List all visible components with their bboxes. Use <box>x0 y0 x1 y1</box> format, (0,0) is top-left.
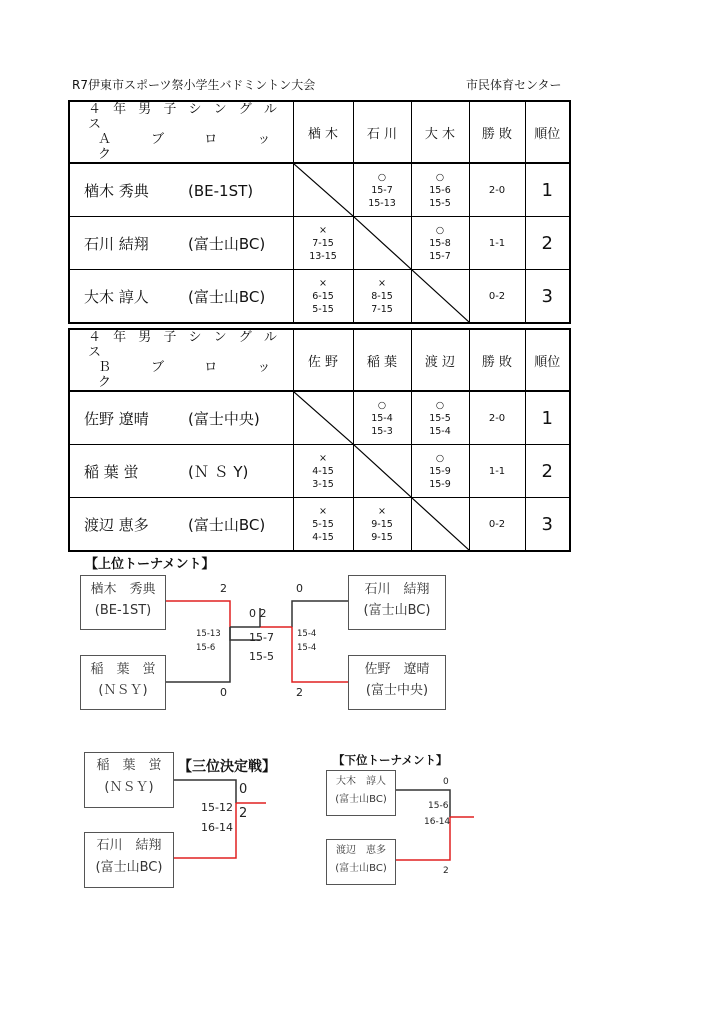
score-cell: ○ 15-5 15-4 <box>411 391 469 445</box>
record: 2-0 <box>469 391 525 445</box>
record-header: 勝 敗 <box>469 101 525 163</box>
player-team: (富士山BC) <box>188 287 266 306</box>
game-score: 15-12 <box>201 801 233 814</box>
score: 0 <box>220 686 227 699</box>
score-cell: × 9-15 9-15 <box>353 498 411 552</box>
score-cell: × 5-15 4-15 <box>293 498 353 552</box>
tournament-title: R7伊東市スポーツ祭小学生バドミントン大会 <box>72 78 316 92</box>
player-team: (BE-1ST) <box>188 181 254 200</box>
game-score: 15-6 <box>428 801 449 811</box>
game-score: 16-14 <box>201 821 233 834</box>
player-team: (富士山BC) <box>188 515 266 534</box>
player-box: 楢木 秀典 (BE-1ST) <box>80 575 166 630</box>
player-box: 稲 葉 蛍 (ＮＳＹ) <box>80 655 166 710</box>
player-team: (富士中央) <box>188 409 260 428</box>
player-name: 稲 葉 蛍 <box>84 462 139 481</box>
score: 0 <box>296 582 303 595</box>
game-score: 15-4 <box>297 643 317 653</box>
player-box: 石川 結翔 (富士山BC) <box>348 575 446 630</box>
score: 0 <box>239 782 248 797</box>
score-cell: ○ 15-7 15-13 <box>353 163 411 217</box>
score: 2 <box>239 806 248 821</box>
game-score: 15-13 <box>196 629 221 639</box>
rank: 1 <box>525 391 570 445</box>
score: 2 <box>296 686 303 699</box>
game-score: 15-6 <box>196 643 216 653</box>
player-team: (Ｎ Ｓ Y) <box>188 462 249 481</box>
col-header: 稲 葉 <box>353 329 411 391</box>
player-box: 佐野 遼晴 (富士中央) <box>348 655 446 710</box>
player-name: 大木 諄人 <box>84 287 149 306</box>
rank: 3 <box>525 270 570 324</box>
block-b-title: ４ 年 男 子 シ ン グ ル ス Ｂ ブ ロ ッ ク <box>69 329 293 391</box>
score-cell: × 4-15 3-15 <box>293 445 353 498</box>
block-a-title: ４ 年 男 子 シ ン グ ル ス Ａ ブ ロ ッ ク <box>69 101 293 163</box>
player-name: 渡辺 恵多 <box>84 515 149 534</box>
player-team: (富士山BC) <box>188 234 266 253</box>
score: 2 <box>220 582 227 595</box>
rank: 1 <box>525 163 570 217</box>
rank: 2 <box>525 217 570 270</box>
player-box: 渡辺 恵多 (富士山BC) <box>326 839 396 885</box>
record: 2-0 <box>469 163 525 217</box>
player-box: 稲 葉 蛍 (ＮＳＹ) <box>84 752 174 808</box>
score-cell: × 8-15 7-15 <box>353 270 411 324</box>
record: 1-1 <box>469 217 525 270</box>
record-header: 勝 敗 <box>469 329 525 391</box>
score-cell: ○ 15-4 15-3 <box>353 391 411 445</box>
final-score: 0 2 <box>249 607 267 620</box>
player-box: 石川 結翔 (富士山BC) <box>84 832 174 888</box>
record: 0-2 <box>469 498 525 552</box>
rank: 2 <box>525 445 570 498</box>
col-header: 楢 木 <box>293 101 353 163</box>
score-cell: ○ 15-9 15-9 <box>411 445 469 498</box>
score-cell: × 6-15 5-15 <box>293 270 353 324</box>
rank-header: 順位 <box>525 329 570 391</box>
player-name: 佐野 遼晴 <box>84 409 149 428</box>
player-name: 石川 結翔 <box>84 234 149 253</box>
third-place-title: 【三位決定戦】 <box>178 759 276 775</box>
score-cell: ○ 15-6 15-5 <box>411 163 469 217</box>
lower-tournament-title: 【下位トーナメント】 <box>333 753 448 767</box>
player-box: 大木 諄人 (富士山BC) <box>326 770 396 816</box>
score-cell: × 7-15 13-15 <box>293 217 353 270</box>
score: 0 <box>443 777 449 787</box>
col-header: 佐 野 <box>293 329 353 391</box>
rank-header: 順位 <box>525 101 570 163</box>
upper-tournament-title: 【上位トーナメント】 <box>85 557 215 572</box>
venue: 市民体育センター <box>466 78 562 92</box>
score-cell: ○ 15-8 15-7 <box>411 217 469 270</box>
record: 0-2 <box>469 270 525 324</box>
col-header: 渡 辺 <box>411 329 469 391</box>
col-header: 大 木 <box>411 101 469 163</box>
record: 1-1 <box>469 445 525 498</box>
game-score: 15-5 <box>249 650 274 663</box>
rank: 3 <box>525 498 570 552</box>
game-score: 15-4 <box>297 629 317 639</box>
game-score: 15-7 <box>249 631 274 644</box>
col-header: 石 川 <box>353 101 411 163</box>
player-name: 楢木 秀典 <box>84 181 149 200</box>
game-score: 16-14 <box>424 817 451 827</box>
score: 2 <box>443 866 449 876</box>
